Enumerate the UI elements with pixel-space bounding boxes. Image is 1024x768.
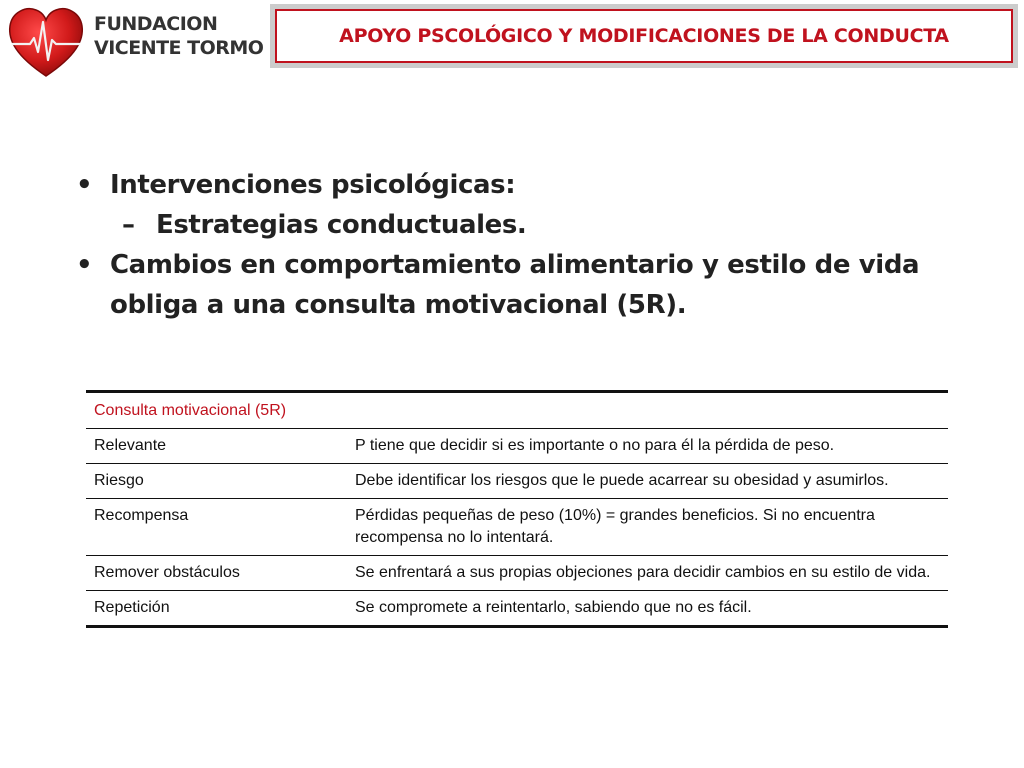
logo bbox=[6, 4, 264, 80]
table-header-row bbox=[86, 392, 948, 429]
bullet-item-changes: • Cambios en comportamiento alimentario y estilo de vida obliga a una consulta motivacional (5R). bbox=[72, 245, 972, 325]
table-cell-desc: Pérdidas pequeñas de peso (10%) = grandes beneficios. Si no encuentra recompensa no lo intentará. bbox=[347, 499, 948, 556]
table-cell-term: Remover obstáculos bbox=[86, 556, 347, 591]
table-cell-term: Recompensa bbox=[86, 499, 347, 556]
bullet-list bbox=[72, 165, 972, 325]
title-box bbox=[270, 4, 1018, 68]
motivational-table bbox=[86, 390, 948, 628]
table-row bbox=[86, 591, 948, 627]
table-row bbox=[86, 429, 948, 464]
logo-line-2: VICENTE TORMO bbox=[94, 37, 264, 59]
table-cell-term: Riesgo bbox=[86, 464, 347, 499]
table-cell-desc: Se compromete a reintentarlo, sabiendo que no es fácil. bbox=[355, 599, 752, 616]
table-row bbox=[86, 556, 948, 591]
table-cell-desc: P tiene que decidir si es importante o no para él la pérdida de peso. bbox=[347, 429, 948, 464]
sub-bullet-strategies: – Estrategias conductuales. bbox=[72, 205, 972, 245]
logo-line-1: FUNDACION bbox=[94, 13, 218, 35]
table-cell-desc: Se enfrentará a sus propias objeciones para decidir cambios en su estilo de vida. bbox=[347, 556, 948, 591]
table-row bbox=[86, 464, 948, 499]
logo-text bbox=[94, 12, 263, 60]
table-cell-term: Relevante bbox=[86, 429, 347, 464]
table-row bbox=[86, 499, 948, 556]
bullet-item-interventions: • Intervenciones psicológicas: bbox=[72, 165, 972, 205]
page-title: APOYO PSCOLÓGICO Y MODIFICACIONES DE LA CONDUCTA bbox=[275, 9, 1013, 63]
table-header: Consulta motivacional (5R) bbox=[86, 392, 948, 429]
table-cell-term: Repetición bbox=[94, 599, 170, 616]
heart-ecg-icon bbox=[6, 4, 86, 80]
table-cell-desc: Debe identificar los riesgos que le puede acarrear su obesidad y asumirlos. bbox=[347, 464, 948, 499]
